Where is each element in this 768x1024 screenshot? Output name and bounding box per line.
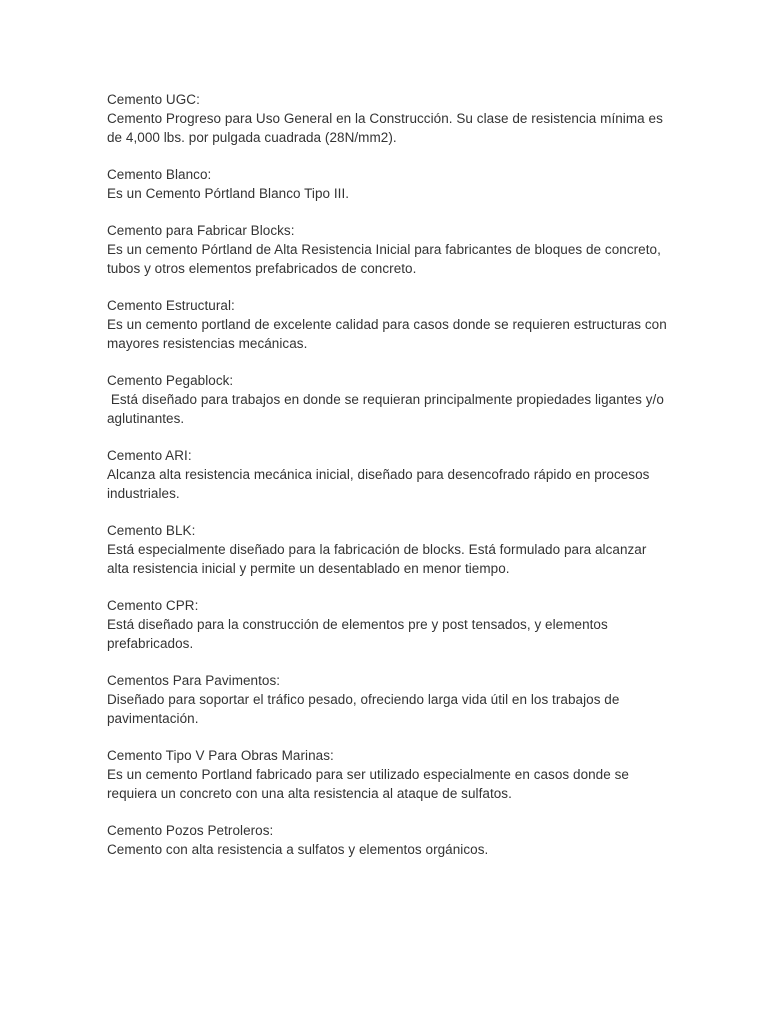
entry-title: Cemento Tipo V Para Obras Marinas: bbox=[107, 748, 334, 763]
entry-title: Cemento Pegablock: bbox=[107, 373, 234, 388]
entry-title: Cemento Blanco: bbox=[107, 167, 212, 182]
entry-description: Es un cemento Pórtland de Alta Resistencia Inicial para fabricantes de bloques de concreto, tubos y otros elementos prefabricados de concreto. bbox=[107, 242, 665, 276]
entry-title: Cemento para Fabricar Blocks: bbox=[107, 223, 295, 238]
cement-entry-blk bbox=[107, 521, 667, 578]
entry-description: Es un Cemento Pórtland Blanco Tipo III. bbox=[107, 186, 350, 201]
entry-description: Está especialmente diseñado para la fabricación de blocks. Está formulado para alcanzar alta resistencia inicial y permite un desentablado en menor tiempo. bbox=[107, 542, 651, 576]
cement-entry-ugc bbox=[107, 90, 667, 147]
cement-entry-ari bbox=[107, 446, 667, 503]
cement-entry-pozos-petroleros bbox=[107, 821, 667, 859]
cement-entry-blocks bbox=[107, 221, 667, 278]
entry-title: Cemento Estructural: bbox=[107, 298, 235, 313]
entry-description: Diseñado para soportar el tráfico pesado, ofreciendo larga vida útil en los trabajos de pavimentación. bbox=[107, 692, 624, 726]
entry-title: Cementos Para Pavimentos: bbox=[107, 673, 281, 688]
cement-entry-pegablock bbox=[107, 371, 667, 428]
cement-entry-blanco bbox=[107, 165, 667, 203]
entry-description: Es un cemento Portland fabricado para ser utilizado especialmente en casos donde se requiera un concreto con una alta resistencia al ataque de sulfatos. bbox=[107, 767, 633, 801]
entry-title: Cemento ARI: bbox=[107, 448, 192, 463]
cement-entry-estructural bbox=[107, 296, 671, 353]
entry-description: Está diseñado para trabajos en donde se requieran principalmente propiedades ligantes y/o aglutinantes. bbox=[107, 392, 668, 426]
entry-description: Alcanza alta resistencia mecánica inicial, diseñado para desencofrado rápido en procesos industriales. bbox=[107, 467, 654, 501]
cement-entry-obras-marinas bbox=[107, 746, 667, 803]
entry-title: Cemento UGC: bbox=[107, 92, 200, 107]
entry-title: Cemento BLK: bbox=[107, 523, 196, 538]
document-page bbox=[107, 90, 671, 877]
entry-description: Cemento con alta resistencia a sulfatos y elementos orgánicos. bbox=[107, 842, 489, 857]
entry-title: Cemento CPR: bbox=[107, 598, 199, 613]
entry-description: Es un cemento portland de excelente calidad para casos donde se requieren estructuras con mayores resistencias mecánicas. bbox=[107, 317, 671, 351]
entry-description: Está diseñado para la construcción de elementos pre y post tensados, y elementos prefabricados. bbox=[107, 617, 612, 651]
entry-description: Cemento Progreso para Uso General en la Construcción. Su clase de resistencia mínima es de 4,000 lbs. por pulgada cuadrada (28N/mm2). bbox=[107, 111, 667, 145]
cement-entry-pavimentos bbox=[107, 671, 667, 728]
cement-entry-cpr bbox=[107, 596, 667, 653]
entry-title: Cemento Pozos Petroleros: bbox=[107, 823, 274, 838]
